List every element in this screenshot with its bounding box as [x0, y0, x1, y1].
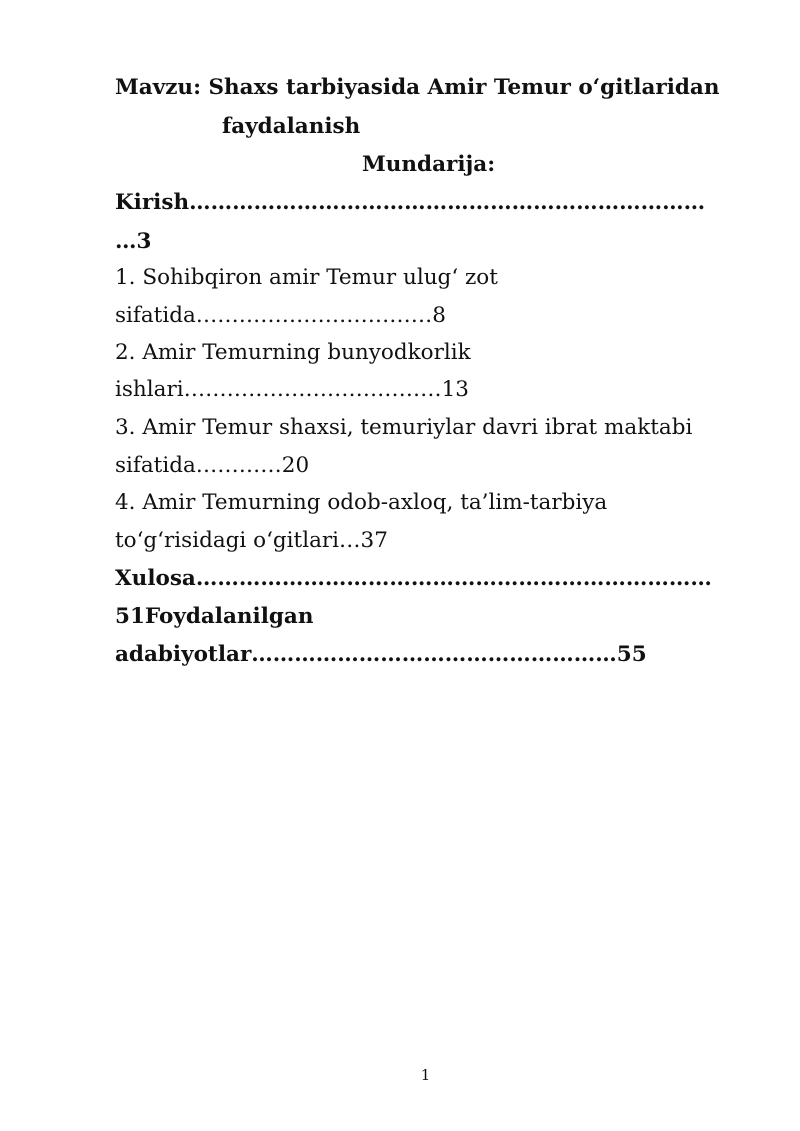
toc-entry-section-4-page: to‘g‘risidagi o‘gitlari…37 [115, 528, 388, 553]
toc-entry-section-2-page: ishlari………………………………13 [115, 377, 469, 402]
toc-entry-kirish: Kirish……………………………………………………………… [115, 190, 706, 215]
toc-entry-adabiyotlar: adabiyotlar……………………………………………55 [115, 642, 647, 667]
title-line-1: Mavzu: Shaxs tarbiyasida Amir Temur o‘gitlaridan [115, 75, 720, 100]
toc-heading: Mundarija: [362, 152, 496, 177]
toc-entry-kirish-page: …3 [115, 229, 152, 254]
toc-entry-section-3-page: sifatida…………20 [115, 453, 310, 478]
toc-entry-section-4: 4. Amir Temurning odob-axloq, ta’lim-tarbiya [115, 490, 608, 515]
toc-entry-xulosa-page: 51Foydalanilgan [115, 604, 314, 629]
toc-entry-xulosa: Xulosa……………………………………………………………… [115, 566, 712, 591]
toc-entry-section-1: 1. Sohibqiron amir Temur ulug‘ zot [115, 265, 498, 290]
page-number: 1 [420, 1066, 431, 1084]
toc-entry-section-2: 2. Amir Temurning bunyodkorlik [115, 340, 471, 365]
title-line-2: faydalanish [222, 114, 361, 139]
toc-entry-section-1-page: sifatida……………………………8 [115, 303, 446, 328]
toc-entry-section-3: 3. Amir Temur shaxsi, temuriylar davri ibrat maktabi [115, 415, 693, 440]
